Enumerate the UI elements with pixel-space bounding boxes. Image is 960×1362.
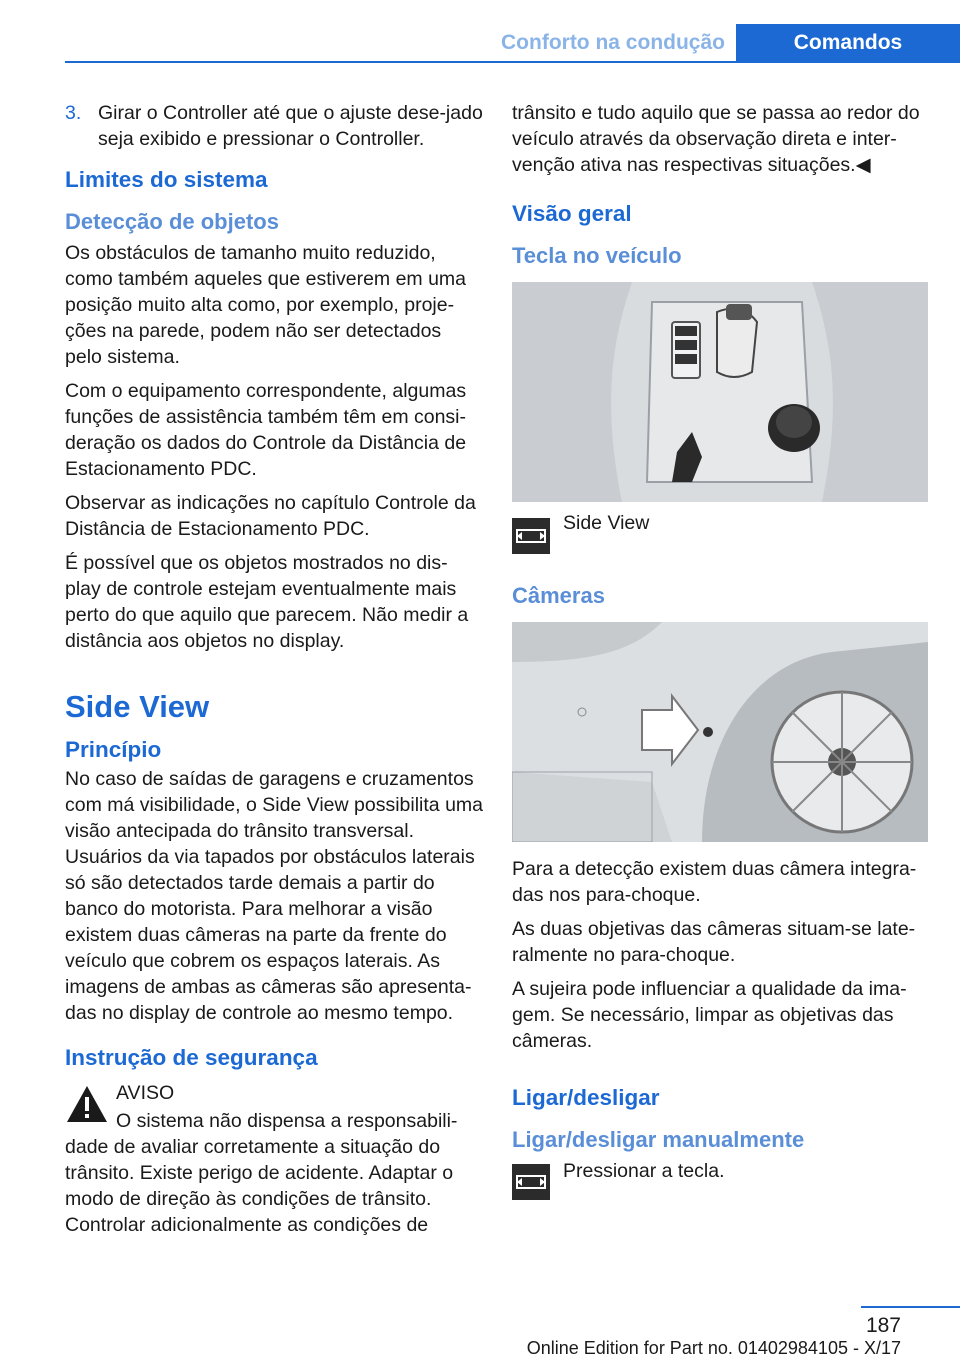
left-column (65, 100, 483, 1246)
press-key-text: Pressionar a tecla. (563, 1160, 725, 1182)
heading-limites: Limites do sistema (65, 167, 268, 192)
para-continuacao: trânsito e tudo aquilo que se passa ao redor do veículo através da observação direta e inter-venção ativa nas respectivas situações.◀ (512, 102, 920, 176)
side-view-key-icon-2 (512, 1164, 550, 1200)
bumper-camera-photo (512, 622, 928, 842)
heading-tecla: Tecla no veículo (512, 243, 682, 268)
heading-ligar: Ligar/desligar (512, 1085, 660, 1110)
page-number: 187 (865, 1314, 901, 1337)
step-text: Girar o Controller até que o ajuste dese-jado seja exibido e pressionar o Controller. (98, 102, 483, 150)
para-principio: No caso de saídas de garagens e cruzamentos com má visibilidade, o Side View possibilita uma visão antecipada do trânsito transversal. Usuários da via tapados por obstáculos laterais só são detectados tarde demais a partir do banco do motorista. Para melhorar a visão existem duas câmeras na parte da frente do veículo que cobrem os espaços laterais. As imagens de ambas as câmeras são apresenta-das no display de controle ao mesmo tempo. (65, 768, 484, 1024)
heading-principio: Princípio (65, 737, 162, 762)
footer-rule (861, 1306, 960, 1308)
side-view-key-icon (512, 518, 550, 554)
heading-visao-geral: Visão geral (512, 201, 632, 226)
key-row-press (512, 1160, 930, 1200)
heading-seguranca: Instrução de segurança (65, 1045, 318, 1070)
para-camera-sujeira: A sujeira pode influenciar a qualidade da ima-gem. Se necessário, limpar as objetivas das câmeras. (512, 978, 907, 1052)
heading-ligar-manual: Ligar/desligar manualmente (512, 1127, 805, 1152)
para-observar: Observar as indicações no capítulo Controle da Distância de Estacionamento PDC. (65, 492, 476, 540)
warning-block (65, 1080, 483, 1238)
header-section-tab[interactable]: Conforto na condução (501, 31, 725, 54)
warning-title: AVISO (116, 1082, 175, 1104)
para-equipamento: Com o equipamento correspondente, algumas funções de assistência também têm em consi-deração os dados do Controle da Distância de Estacionamento PDC. (65, 380, 467, 480)
right-column (512, 100, 930, 1208)
key-label-side-view: Side View (563, 512, 650, 534)
heading-deteccao: Detecção de objetos (65, 209, 279, 234)
para-possivel: É possível que os objetos mostrados no dis-play de controle estejam eventualmente mais perto do que aquilo que parecem. Não medir a distância aos objetos no display. (65, 552, 469, 652)
warning-icon (65, 1084, 109, 1124)
para-obstaculos: Os obstáculos de tamanho muito reduzido, como também aqueles que estiverem em uma posição muito alta como, por exemplo, proje-ções na parede, podem não ser detectados pelo sistema. (65, 242, 467, 368)
para-camera-objetivas: As duas objetivas das câmeras situam-se late-ralmente no para-choque. (512, 918, 916, 966)
step-3 (65, 100, 483, 152)
header-chapter-tab[interactable]: Comandos (736, 24, 960, 63)
key-row-side-view (512, 512, 930, 554)
header-rule (65, 61, 960, 63)
para-camera-integradas: Para a detecção existem duas câmera integra-das nos para-choque. (512, 858, 917, 906)
edition-note: Online Edition for Part no. 01402984105 - X/17 (526, 1338, 901, 1358)
heading-side-view: Side View (65, 689, 210, 724)
heading-cameras: Câmeras (512, 583, 605, 608)
console-photo (512, 282, 928, 502)
warning-text: O sistema não dispensa a responsabili-dade de avaliar corretamente a situação do trânsito. Existe perigo de acidente. Adaptar o modo de direção às condições de trânsito. Controlar adicionalmente as condições de (65, 1110, 458, 1236)
step-number: 3. (65, 102, 82, 124)
